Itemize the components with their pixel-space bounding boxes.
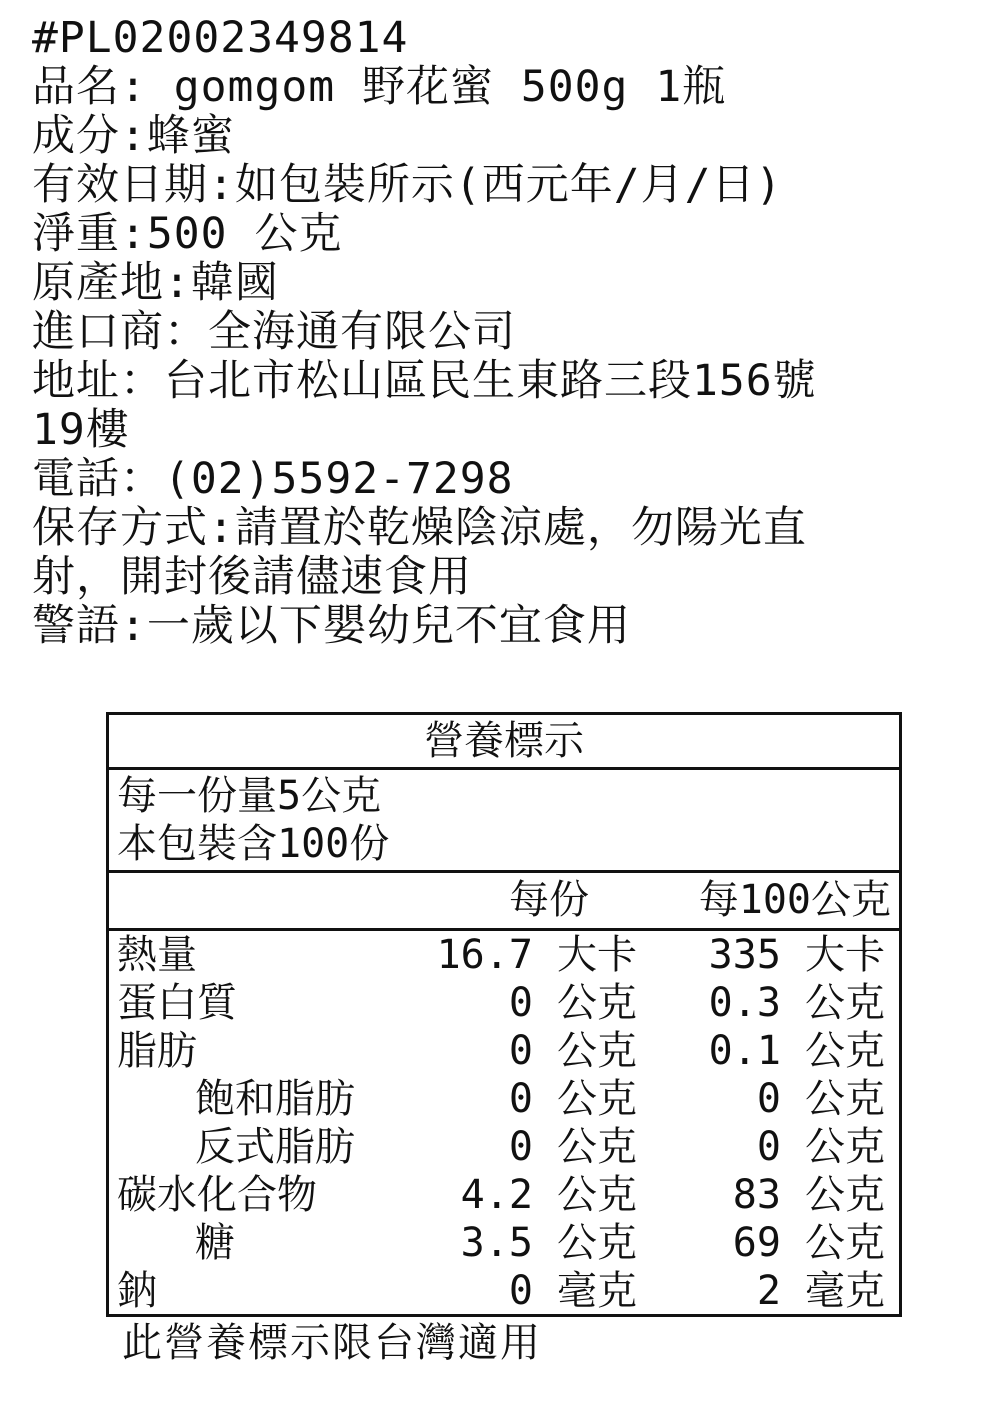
serving-info bbox=[109, 770, 899, 873]
address-continued: 19樓 bbox=[32, 405, 130, 455]
table-row bbox=[109, 1267, 899, 1315]
value-per-serving: 0 公克 bbox=[508, 1028, 637, 1074]
phone: 電話：(02)5592-7298 bbox=[32, 454, 514, 504]
nutrient-rows bbox=[109, 931, 899, 1315]
servings-per-pack: 本包裝含100份 bbox=[117, 821, 390, 867]
ingredients: 成分:蜂蜜 bbox=[32, 111, 235, 161]
value-per-serving: 0 公克 bbox=[508, 1124, 637, 1170]
value-per-100g: 2 毫克 bbox=[756, 1268, 885, 1314]
product-info-block bbox=[32, 14, 982, 651]
nutrient-name: 反式脂肪 bbox=[195, 1124, 355, 1170]
expiry-date: 有效日期:如包裝所示(西元年/月/日) bbox=[32, 160, 783, 210]
value-per-100g: 69 公克 bbox=[732, 1220, 885, 1266]
value-per-100g: 0.3 公克 bbox=[708, 980, 885, 1026]
value-per-serving: 16.7 大卡 bbox=[436, 932, 637, 978]
value-per-serving: 0 公克 bbox=[508, 1076, 637, 1122]
column-per-100g: 每100公克 bbox=[698, 877, 891, 923]
table-row bbox=[109, 1171, 899, 1219]
net-weight: 淨重:500 公克 bbox=[32, 209, 343, 259]
value-per-serving: 3.5 公克 bbox=[460, 1220, 637, 1266]
nutrient-name: 糖 bbox=[195, 1220, 235, 1266]
value-per-serving: 0 毫克 bbox=[508, 1268, 637, 1314]
product-code: #PL02002349814 bbox=[32, 13, 409, 63]
value-per-serving: 0 公克 bbox=[508, 980, 637, 1026]
table-row bbox=[109, 979, 899, 1027]
table-row bbox=[109, 1123, 899, 1171]
nutrient-name: 脂肪 bbox=[117, 1028, 197, 1074]
origin: 原產地:韓國 bbox=[32, 258, 279, 308]
column-per-serving: 每份 bbox=[509, 877, 589, 923]
table-row bbox=[109, 931, 899, 979]
warning: 警語:一歲以下嬰幼兒不宜食用 bbox=[32, 601, 631, 651]
table-row bbox=[109, 1075, 899, 1123]
nutrition-title: 營養標示 bbox=[109, 715, 899, 770]
nutrient-name: 碳水化合物 bbox=[117, 1172, 317, 1218]
nutrient-name: 熱量 bbox=[117, 932, 197, 978]
table-row bbox=[109, 1219, 899, 1267]
value-per-100g: 83 公克 bbox=[732, 1172, 885, 1218]
value-per-100g: 0 公克 bbox=[756, 1124, 885, 1170]
storage-method: 保存方式:請置於乾燥陰涼處，勿陽光直 bbox=[32, 503, 807, 553]
value-per-100g: 335 大卡 bbox=[708, 932, 885, 978]
value-per-100g: 0 公克 bbox=[756, 1076, 885, 1122]
storage-method-continued: 射，開封後請儘速食用 bbox=[32, 552, 472, 602]
address: 地址：台北市松山區民生東路三段156號 bbox=[32, 356, 817, 406]
nutrient-name: 鈉 bbox=[117, 1268, 157, 1314]
nutrition-facts-panel bbox=[106, 712, 902, 1317]
nutrient-name: 飽和脂肪 bbox=[195, 1076, 355, 1122]
product-name: 品名: gomgom 野花蜜 500g 1瓶 bbox=[32, 62, 727, 112]
value-per-serving: 4.2 公克 bbox=[460, 1172, 637, 1218]
nutrient-name: 蛋白質 bbox=[117, 980, 237, 1026]
serving-size: 每一份量5公克 bbox=[117, 773, 382, 819]
nutrition-footnote: 此營養標示限台灣適用 bbox=[122, 1320, 542, 1366]
column-header bbox=[109, 873, 899, 931]
value-per-100g: 0.1 公克 bbox=[708, 1028, 885, 1074]
importer: 進口商：全海通有限公司 bbox=[32, 307, 516, 357]
table-row bbox=[109, 1027, 899, 1075]
